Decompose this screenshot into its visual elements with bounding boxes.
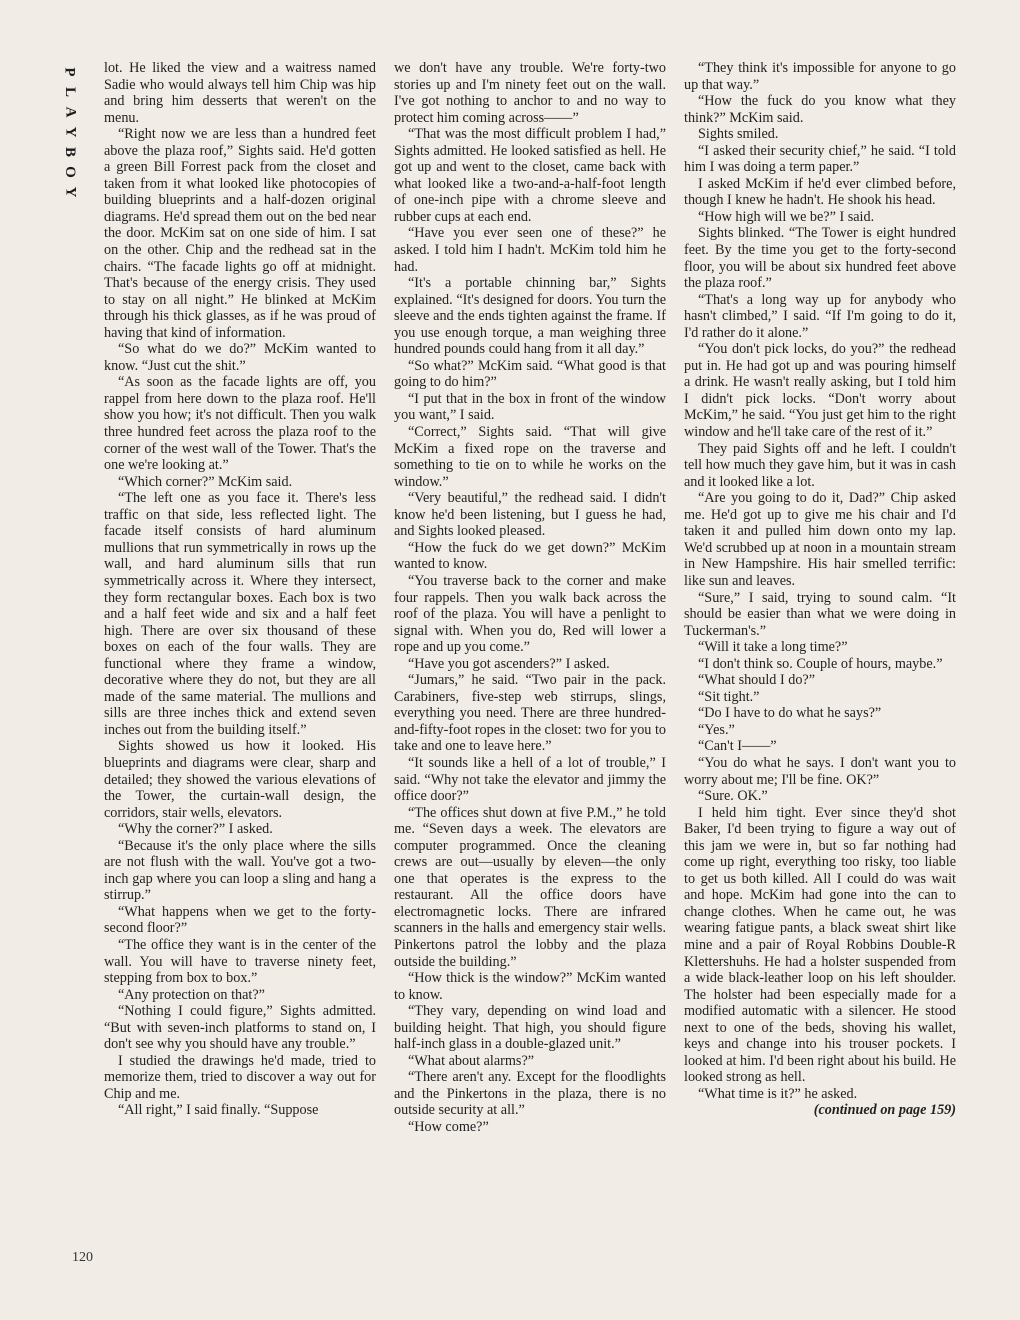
paragraph: “You do what he says. I don't want you to worry about me; I'll be fine. OK?” xyxy=(684,754,956,788)
paragraph: I studied the drawings he'd made, tried to memorize them, tried to discover a way out for Chip and me. xyxy=(104,1052,376,1102)
masthead-letter: O xyxy=(61,166,78,178)
paragraph: “Can't I——” xyxy=(698,738,777,755)
paragraph: “Which corner?” McKim said. xyxy=(118,473,293,490)
paragraph: “That's a long way up for anybody who hasn't climbed,” I said. “If I'm going to do it, I'd rather do it alone.” xyxy=(684,291,956,341)
paragraph: “How thick is the window?” McKim wanted to know. xyxy=(394,970,666,1003)
paragraph: lot. He liked the view and a waitress named Sadie who would always tell him Chip was hip and bring him desserts that weren't on the menu. xyxy=(104,60,376,126)
paragraph: Sights showed us how it looked. His blueprints and diagrams were clear, sharp and detailed; they showed the various elevations of the Tower, the curtain-wall design, the corridors, stair wells, elevators. xyxy=(104,738,376,821)
page-number: 120 xyxy=(72,1250,93,1265)
paragraph: “Sit tight.” xyxy=(698,688,760,705)
paragraph: “What happens when we get to the forty-second floor?” xyxy=(104,903,376,937)
paragraph: “You don't pick locks, do you?” the redhead put in. He had got up and was pouring himself a drink. He wasn't really asking, but I told him I didn't pick locks. “Don't worry about McKim,” he said. “You just get him to the right window and he'll take care of the rest of it.” xyxy=(684,341,956,441)
text-column-2 xyxy=(394,60,666,1136)
masthead-letter: A xyxy=(62,106,78,118)
text-column-3 xyxy=(684,60,956,1119)
paragraph: “Any protection on that?” xyxy=(118,986,265,1003)
paragraph: “They think it's impossible for anyone to go up that way.” xyxy=(684,60,956,93)
paragraph: we don't have any trouble. We're forty-two stories up and I'm ninety feet out on the wall. I've got nothing to anchor to and no way to protect him coming across——” xyxy=(394,60,666,126)
paragraph: “They vary, depending on wind load and building height. That high, you should figure half-inch glass in a double-glazed unit.” xyxy=(394,1003,666,1053)
paragraph: “So what?” McKim said. “What good is that going to do him?” xyxy=(394,357,666,391)
paragraph: “The left one as you face it. There's less traffic on that side, less reflected light. The facade itself consists of hard aluminum mullions that run symmetrically in rows up the wall, and hard aluminum sills that run symmetrically across it. Where they intersect, they form rectangular boxes. Each box is two and a half feet wide and six and a half feet high. There are over six thousand of these boxes on each of the four walls. They are functional where they frame a window, decorative where they do not, but they are all made of the same material. The mullions and sills are three inches thick and extend seven inches out from the building itself.” xyxy=(104,490,376,738)
paragraph: “How the fuck do you know what they think?” McKim said. xyxy=(684,93,956,126)
paragraph: “You traverse back to the corner and make four rappels. Then you walk back across the roof of the plaza. You will have a penlight to signal with. When you do, Red will lower a rope and up you come.” xyxy=(394,572,666,656)
paragraph: “Why the corner?” I asked. xyxy=(118,821,273,838)
paragraph: “How high will we be?” I said. xyxy=(698,208,875,225)
paragraph: “Have you ever seen one of these?” he asked. I told him I hadn't. McKim told him he had. xyxy=(394,225,666,275)
paragraph: Sights smiled. xyxy=(698,126,779,143)
paragraph: “All right,” I said finally. “Suppose xyxy=(118,1102,319,1119)
paragraph: “Jumars,” he said. “Two pair in the pack. Carabiners, five-step web stirrups, slings, everything you need. There are three hundred-and-fifty-foot ropes in the closet: two for you to take and one to leave here.” xyxy=(394,672,666,755)
paragraph: “It's a portable chinning bar,” Sights explained. “It's designed for doors. You turn the sleeve and the ends tighten against the frame. If you use enough torque, a man weighing three hundred pounds could hang from it all day.” xyxy=(394,275,666,358)
paragraph: They paid Sights off and he left. I couldn't tell how much they gave him, but it was in cash and it looked like a lot. xyxy=(684,440,956,490)
paragraph: “What about alarms?” xyxy=(408,1052,535,1069)
paragraph: “Because it's the only place where the sills are not flush with the wall. You've got a two-inch gap where you can loop a sling and hang a stirrup.” xyxy=(104,837,376,904)
paragraph: “What should I do?” xyxy=(698,672,816,689)
paragraph: “How come?” xyxy=(408,1119,489,1135)
paragraph: “It sounds like a hell of a lot of trouble,” I said. “Why not take the elevator and jimmy the office door?” xyxy=(394,754,666,805)
paragraph: “That was the most difficult problem I had,” Sights admitted. He looked satisfied as hell. He got up and went to the closet, came back with what looked like a two-and-a-half-foot length of one-inch pipe with a chrome sleeve and rubber cups at each end. xyxy=(394,126,666,225)
continued-note: (continued on page 159) xyxy=(813,1102,956,1119)
paragraph: “Sure,” I said, trying to sound calm. “It should be easier than what we were doing in Tuckerman's.” xyxy=(684,589,956,639)
masthead-letter: P xyxy=(61,67,78,77)
paragraph: “So what do we do?” McKim wanted to know. “Just cut the shit.” xyxy=(104,341,376,374)
paragraph: “Correct,” Sights said. “That will give McKim a fixed rope on the traverse and something to tie on to while he works on the window.” xyxy=(394,424,666,490)
paragraph: “The offices shut down at five P.M.,” he told me. “Seven days a week. The elevators are computer programmed. Once the cleaning crews are out—usually by eleven—the only one that operates is the express to the restaurant. All the office doors have electromagnetic locks. There are infrared scanners in the halls and emergency stair wells. Pinkertons patrol the lobby and the plaza outside the building.” xyxy=(394,804,666,970)
masthead-letter: Y xyxy=(62,126,78,138)
paragraph: “How the fuck do we get down?” McKim wanted to know. xyxy=(394,539,666,573)
paragraph: “As soon as the facade lights are off, you rappel from here down to the plaza roof. He'll show you how; it's not difficult. Then you walk three hundred feet across the plaza roof to the corner of the west wall of the Tower. That's the one we're looking at.” xyxy=(104,374,376,474)
paragraph: “Sure. OK.” xyxy=(698,788,768,805)
paragraph: I held him tight. Ever since they'd shot Baker, I'd been trying to figure a way out of this jam we were in, but so far nothing had come up right, everything too risky, too liable to get us both killed. All I could do was wait and hope. McKim had gone into the can to change clothes. When he came out, he was wearing fatigue pants, a black sweat shirt like mine and a pair of Royal Robbins Double-R Klettershuhs. He had a holster suspended from a wide black-leather loop on his left shoulder. The holster had been especially made for a modified automatic with a silencer. He stood next to one of the beds, shoving his wallet, keys and change into his trouser pockets. I looked at him. I'd been right about his build. He looked strong as hell. xyxy=(684,804,956,1086)
paragraph: Sights blinked. “The Tower is eight hundred feet. By the time you get to the forty-second floor, you will be about six hundred feet above the plaza roof.” xyxy=(684,225,956,292)
text-column-1 xyxy=(104,60,376,1119)
paragraph: “There aren't any. Except for the floodlights and the Pinkertons in the plaza, there is no outside security at all.” xyxy=(394,1069,666,1119)
paragraph: “Do I have to do what he says?” xyxy=(698,705,882,722)
paragraph: “Will it take a long time?” xyxy=(698,639,848,656)
masthead-letter: B xyxy=(61,146,78,158)
paragraph: “Are you going to do it, Dad?” Chip asked me. He'd got up to give me his chair and I'd taken it and pulled him down onto my lap. We'd scrubbed up at noon in a mountain stream in New Hampshire. His hair smelled terrific: like sun and leaves. xyxy=(684,490,956,589)
paragraph: I asked McKim if he'd ever climbed before, though I knew he hadn't. He shook his head. xyxy=(684,175,956,209)
paragraph: “Have you got ascenders?” I asked. xyxy=(408,655,610,672)
paragraph: “Very beautiful,” the redhead said. I didn't know he'd been listening, but I guess he had, and Sights looked pleased. xyxy=(394,490,666,540)
paragraph: “I put that in the box in front of the window you want,” I said. xyxy=(394,390,666,424)
paragraph: “The office they want is in the center of the wall. You will have to traverse ninety feet, stepping from box to box.” xyxy=(104,936,376,987)
paragraph: “Right now we are less than a hundred feet above the plaza roof,” Sights said. He'd gotten a green Bill Forrest pack from the closet and taken from it what looked like photocopies of building blueprints and a half-dozen original diagrams. He'd spread them out on the bed near the door. McKim sat on one side of him. I sat on the other. Chip and the redhead sat in the chairs. “The facade lights go off at midnight. That's because of the energy crisis. They used to stay on all night.” He blinked at McKim through his thick glasses, as if he was proud of having that kind of information. xyxy=(104,126,376,341)
paragraph: “I asked their security chief,” he said. “I told him I was doing a term paper.” xyxy=(684,142,956,176)
masthead xyxy=(58,62,82,202)
paragraph: “What time is it?” he asked. xyxy=(698,1085,858,1102)
paragraph: “Nothing I could figure,” Sights admitted. “But with seven-inch platforms to stand on, I don't see why you should have any trouble.” xyxy=(104,1003,376,1053)
paragraph: “I don't think so. Couple of hours, maybe.” xyxy=(698,655,943,672)
paragraph: “Yes.” xyxy=(698,721,735,738)
masthead-letter: L xyxy=(61,86,78,98)
masthead-letter: Y xyxy=(62,186,78,198)
